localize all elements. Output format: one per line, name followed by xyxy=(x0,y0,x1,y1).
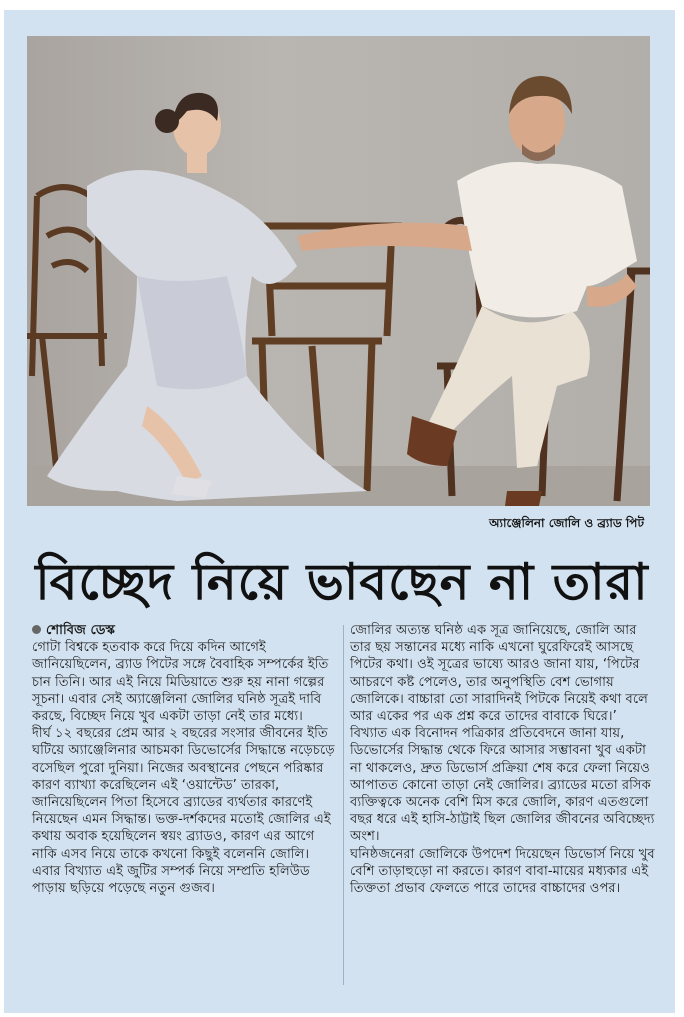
photo-illustration xyxy=(27,36,650,506)
paragraph: ঘনিষ্ঠজনেরা জোলিকে উপদেশ দিয়েছেন ডিভোর্স নিয়ে খুব বেশি তাড়াহুড়ো না করতে। কারণ বাবা-মায়ের মধ্যকার এই তিক্ততা প্রভাব ফেলতে পারে তাদের বাচ্চাদের ওপর। xyxy=(350,846,655,897)
article-photo xyxy=(27,36,650,506)
byline xyxy=(32,622,340,639)
article-column-right xyxy=(350,622,658,897)
article-column-left xyxy=(32,622,340,897)
column-divider xyxy=(343,625,344,985)
paragraph: দীর্ঘ ১২ বছরের প্রেম আর ২ বছরের সংসার জীবনের ইতি ঘটিয়ে অ্যাঞ্জেলিনার আচমকা ডিভোর্সের সিদ্ধান্তে নড়েচড়ে বসেছিল পুরো দুনিয়া। নিজের অবস্থানের পেছনে পরিষ্কার কারণ ব্যাখ্যা করেছিলেন এই ‘ওয়ান্টেড’ তারকা, জানিয়েছিলেন পিতা হিসেবে ব্র্যাডের ব্যর্থতার কারণেই নিয়েছেন এমন সিদ্ধান্ত। ভক্ত-দর্শকদের মতোই জোলির এই কথায় অবাক হয়েছিলেন স্বয়ং ব্র্যাডও, কারণ এর আগে নাকি এসব নিয়ে তাকে কখনো কিছুই বলেননি জোলি। xyxy=(32,726,335,862)
paragraph: জোলির অত্যন্ত ঘনিষ্ঠ এক সূত্র জানিয়েছে, জোলি আর তার ছয় সন্তানের মধ্যে নাকি এখনো ঘুরেফিরেই আসছে পিটের কথা। ওই সূত্রের ভাষ্যে আরও জানা যায়, ‘পিটের আচরণে কষ্ট পেলেও, তার অনুপস্থিতি বেশ ভোগায় জোলিকে। বাচ্চারা তো সারাদিনই পিটকে নিয়েই কথা বলে আর একের পর এক প্রশ্ন করে তাদের বাবাকে ঘিরে।’ xyxy=(350,623,648,725)
paragraph: এবার বিখ্যাত এই জুটির সম্পর্ক নিয়ে সম্প্রতি হলিউড পাড়ায় ছড়িয়ে পড়েছে নতুন গুজব। xyxy=(32,863,310,897)
photo-caption: অ্যাঞ্জেলিনা জোলি ও ব্র্যাড পিট xyxy=(489,516,644,530)
paragraph: গোটা বিশ্বকে হতবাক করে দিয়ে কদিন আগেই জানিয়েছিলেন, ব্র্যাড পিটের সঙ্গে বৈবাহিক সম্পর্কের ইতি চান তিনি। আর এই নিয়ে মিডিয়াতে শুরু হয় নানা গল্পের সূচনা। এবার সেই অ্যাঞ্জেলিনা জোলির ঘনিষ্ঠ সূত্রই দাবি করছে, বিচ্ছেদ নিয়ে খুব একটা তাড়া নেই তার মধ্যে। xyxy=(32,640,329,725)
bullet-icon xyxy=(32,625,41,634)
byline-text: শোবিজ ডেস্ক xyxy=(46,623,116,638)
paragraph: বিখ্যাত এক বিনোদন পত্রিকার প্রতিবেদনে জানা যায়, ডিভোর্সের সিদ্ধান্ত থেকে ফিরে আসার সম্ভাবনা খুব একটা না থাকলেও, দ্রুত ডিভোর্স প্রক্রিয়া শেষ করে ফেলা নিয়েও আপাতত কোনো তাড়া নেই জোলির। ব্র্যাডের মতো রসিক ব্যক্তিত্বকে অনেক বেশি মিস করে জোলি, কারণ এতগুলো বছর ধরে এই হাসি-ঠাট্টাই ছিল জোলির জীবনের অবিচ্ছেদ্য অংশ। xyxy=(350,726,655,845)
article-headline: বিচ্ছেদ নিয়ে ভাবছেন না তারা xyxy=(35,553,649,611)
